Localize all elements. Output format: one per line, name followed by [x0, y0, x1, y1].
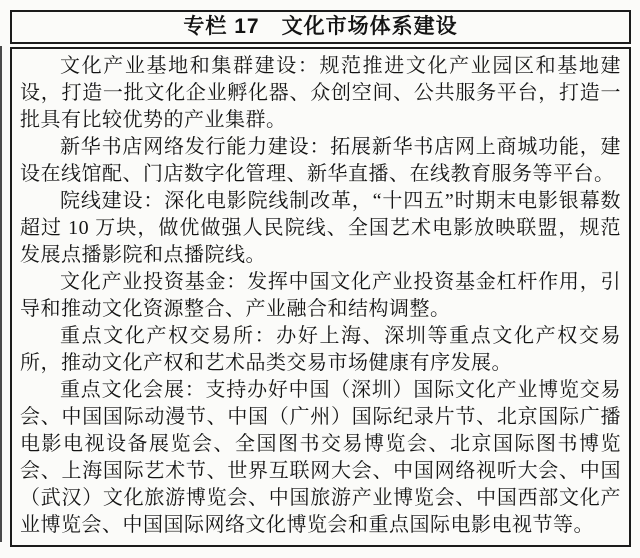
paragraph-cinema-chains: 院线建设：深化电影院线制改革，“十四五”时期末电影银幕数超过 10 万块，做优做强人民院线、全国艺术电影放映联盟，规范发展点播影院和点播院线。 [20, 190, 621, 266]
paragraph-property-exchanges: 重点文化产权交易所：办好上海、深圳等重点文化产权交易所，推动文化产权和艺术品类交易市场健康有序发展。 [20, 325, 621, 374]
panel-title-box [10, 10, 631, 44]
scan-edge-artifact-line [0, 46, 2, 542]
paragraph-investment-fund: 文化产业投资基金：发挥中国文化产业投资基金杠杆作用，引导和推动文化资源整合、产业融合和结构调整。 [20, 271, 621, 320]
column-panel [10, 10, 631, 547]
paragraph-industry-bases: 文化产业基地和集群建设：规范推进文化产业园区和基地建设，打造一批文化企业孵化器、众创空间、公共服务平台，打造一批具有比较优势的产业集群。 [20, 55, 621, 131]
paragraph-xinhua-bookstore: 新华书店网络发行能力建设：拓展新华书店网上商城功能，建设在线馆配、门店数字化管理、新华直播、在线教育服务等平台。 [20, 136, 621, 185]
paragraph-key-expos: 重点文化会展：支持办好中国（深圳）国际文化产业博览交易会、中国国际动漫节、中国（广州）国际纪录片节、北京国际广播电影电视设备展览会、全国图书交易博览会、北京国际图书博览会、上海国际艺术节、世界互联网大会、中国网络视听大会、中国（武汉）文化旅游博览会、中国旅游产业博览会、中国西部文化产业博览会、中国国际网络文化博览会和重点国际电影电视节等。 [20, 379, 621, 536]
panel-title: 专栏 17 文化市场体系建设 [183, 15, 458, 38]
panel-body [10, 47, 631, 547]
